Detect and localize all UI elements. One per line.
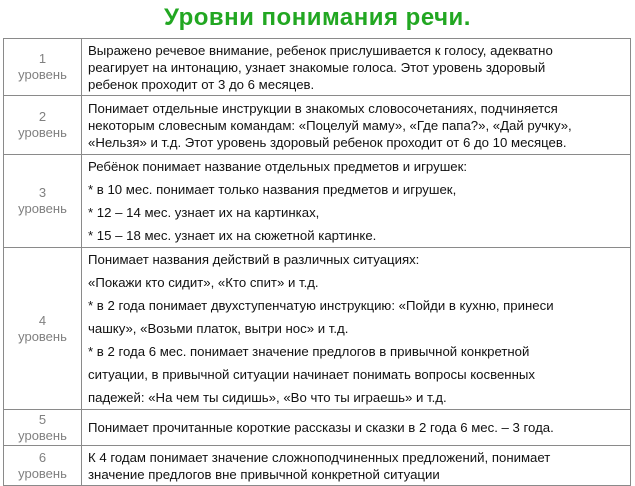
description-cell xyxy=(82,155,631,248)
level-number: 2 xyxy=(38,109,47,124)
level-word: уровень xyxy=(18,125,67,140)
description-line: К 4 годам понимает значение сложноподчиненных предложений, понимает xyxy=(88,449,551,465)
description-bullet-line: * в 2 года 6 мес. понимает значение предлогов в привычной конкретной xyxy=(88,344,530,359)
description-line: ситуации, в привычной ситуации начинает понимать вопросы косвенных xyxy=(88,367,535,382)
description-line: чашку», «Возьми платок, вытри нос» и т.д. xyxy=(88,321,349,336)
description-line: Выражено речевое внимание, ребенок прислушивается к голосу, адекватно xyxy=(88,42,553,58)
level-number: 6 xyxy=(38,449,47,465)
description-line: Понимает отдельные инструкции в знакомых словосочетаниях, подчиняется xyxy=(88,100,558,116)
level-cell xyxy=(4,248,82,410)
level-number: 4 xyxy=(38,312,47,328)
description-line: Понимает названия действий в различных ситуациях: xyxy=(88,252,420,267)
level-number: 1 xyxy=(38,51,47,66)
description-cell xyxy=(82,96,631,155)
level-word: уровень xyxy=(18,465,67,481)
table-row xyxy=(4,155,631,248)
description-line: Ребёнок понимает название отдельных предметов и игрушек: xyxy=(88,159,468,174)
description-bullet-line: * в 10 мес. понимает только названия предметов и игрушек, xyxy=(88,182,457,197)
level-word: уровень xyxy=(18,328,67,344)
description-bullet-line: * 15 – 18 мес. узнает их на сюжетной картинке. xyxy=(88,228,377,243)
table-row xyxy=(4,96,631,155)
description-line: некоторым словесным командам: «Поцелуй маму», «Где папа?», «Дай ручку», xyxy=(88,117,572,133)
level-cell xyxy=(4,96,82,155)
level-word: уровень xyxy=(18,67,67,82)
description-line: Понимает прочитанные короткие рассказы и сказки в 2 года 6 мес. – 3 года. xyxy=(88,420,554,435)
levels-table xyxy=(3,38,631,486)
table-row xyxy=(4,410,631,446)
table-row xyxy=(4,39,631,96)
table-row xyxy=(4,248,631,410)
description-line: «Покажи кто сидит», «Кто спит» и т.д. xyxy=(88,275,319,290)
level-cell xyxy=(4,410,82,446)
level-cell xyxy=(4,39,82,96)
description-cell xyxy=(82,39,631,96)
page-title: Уровни понимания речи. xyxy=(164,4,471,31)
description-line: реагирует на интонацию, узнает знакомые голоса. Этот уровень здоровый xyxy=(88,59,546,75)
description-line: значение предлогов вне привычной конкретной ситуации xyxy=(88,466,440,482)
description-cell xyxy=(82,248,631,410)
level-number: 5 xyxy=(38,411,47,427)
description-bullet-line: * 12 – 14 мес. узнает их на картинках, xyxy=(88,205,320,220)
level-number: 3 xyxy=(38,185,47,200)
level-word: уровень xyxy=(18,427,67,443)
level-cell xyxy=(4,155,82,248)
description-cell xyxy=(82,410,631,446)
description-line: «Нельзя» и т.д. Этот уровень здоровый ребенок проходит от 6 до 10 месяцев. xyxy=(88,134,567,150)
description-line: ребенок проходит от 3 до 6 месяцев. xyxy=(88,76,315,92)
description-bullet-line: * в 2 года понимает двухступенчатую инструкцию: «Пойди в кухню, принеси xyxy=(88,298,554,313)
level-word: уровень xyxy=(18,201,67,216)
description-line: падежей: «На чем ты сидишь», «Во что ты играешь» и т.д. xyxy=(88,390,447,405)
